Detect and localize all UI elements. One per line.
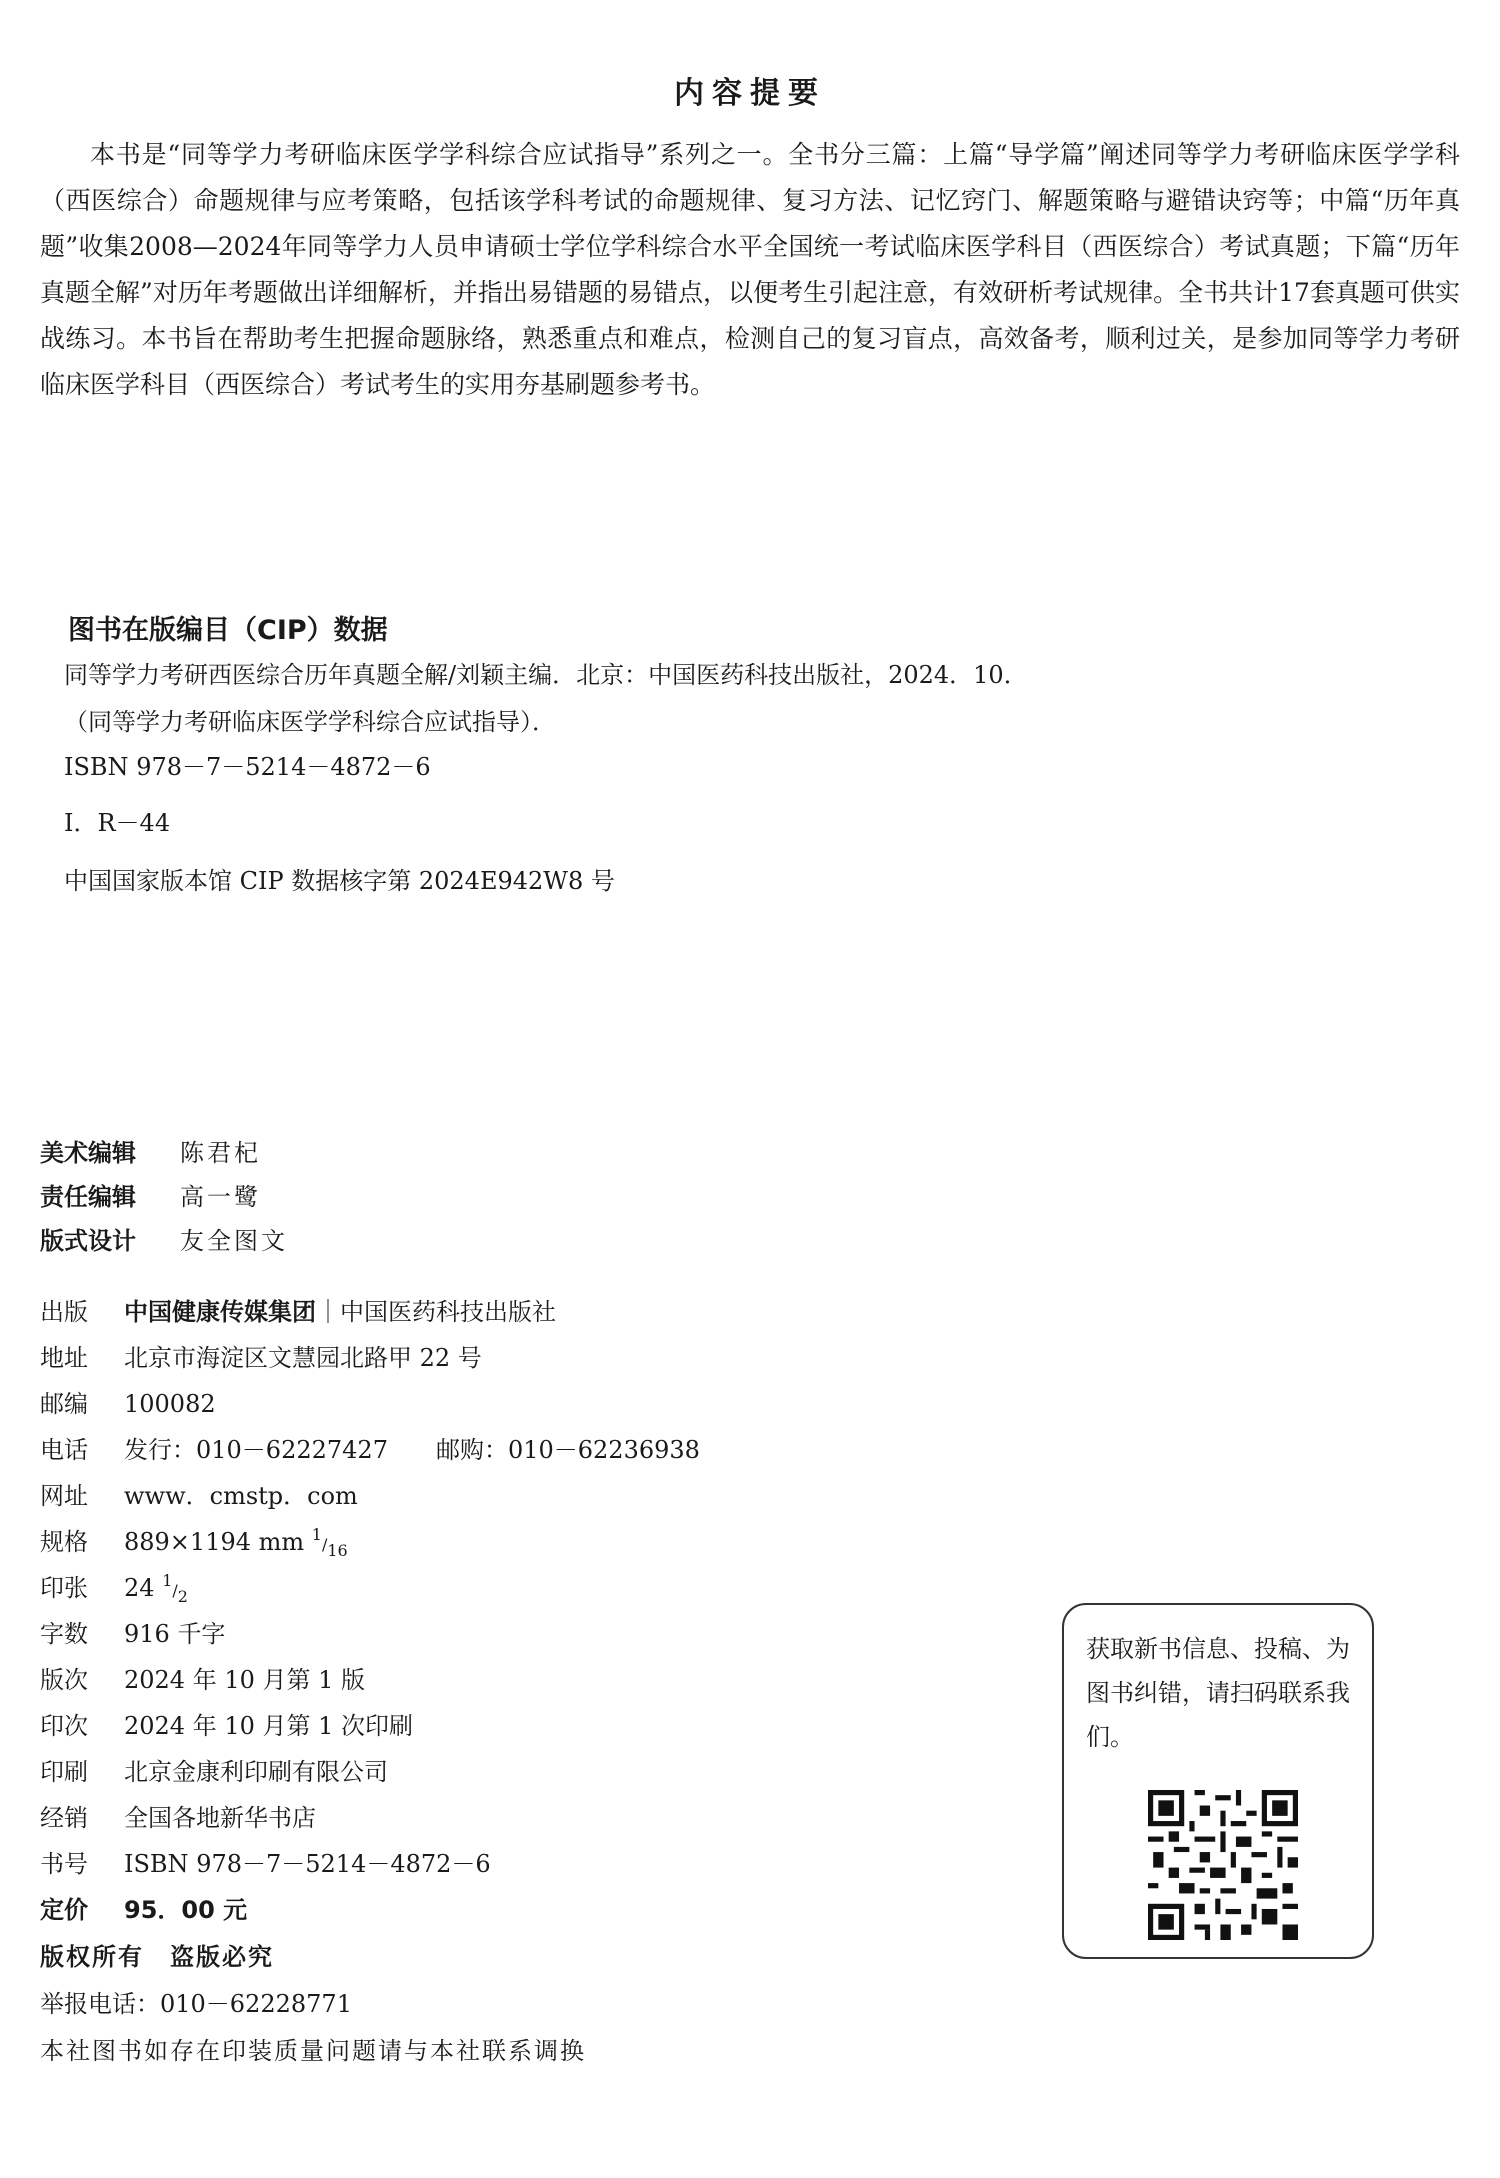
info-value: ISBN 978－7－5214－4872－6 — [124, 1850, 491, 1878]
cip-series-line: （同等学力考研临床医学学科综合应试指导）． — [64, 708, 556, 736]
credit-value: 陈君杞 — [180, 1139, 261, 1167]
info-row-website — [40, 1476, 358, 1511]
cip-heading: 图书在版编目（CIP）数据 — [68, 615, 388, 646]
qr-contact-box — [1062, 1603, 1374, 1959]
info-value: 全国各地新华书店 — [124, 1804, 316, 1832]
info-value: www．cmstp．com — [124, 1482, 358, 1510]
info-row-isbn — [40, 1844, 491, 1879]
info-row-address — [40, 1338, 482, 1373]
info-label: 版次 — [40, 1666, 88, 1694]
credit-row-layout-design — [40, 1221, 288, 1256]
info-label: 印张 — [40, 1574, 88, 1602]
publisher-group: 中国健康传媒集团 — [124, 1298, 316, 1326]
info-label: 邮编 — [40, 1390, 88, 1418]
credit-label: 版式设计 — [40, 1227, 136, 1255]
info-label: 出版 — [40, 1298, 88, 1326]
credit-label: 美术编辑 — [40, 1139, 136, 1167]
cip-isbn-line: ISBN 978－7－5214－4872－6 — [64, 753, 431, 781]
publisher-separator: ｜ — [316, 1298, 340, 1326]
info-row-price — [40, 1890, 247, 1925]
credit-row-responsible-editor — [40, 1177, 261, 1212]
info-label: 字数 — [40, 1620, 88, 1648]
info-value: 发行：010－62227427 邮购：010－62236938 — [124, 1436, 700, 1464]
credit-label: 责任编辑 — [40, 1183, 136, 1211]
info-row-printer — [40, 1752, 388, 1787]
info-value: 889×1194 mm — [124, 1528, 305, 1556]
info-label: 经销 — [40, 1804, 88, 1832]
cip-class-line: Ⅰ．R－44 — [64, 809, 171, 837]
credit-value: 高一鹭 — [180, 1183, 261, 1211]
publisher-name: 中国医药科技出版社 — [340, 1298, 556, 1326]
summary-title: 内容提要 — [674, 76, 826, 111]
info-value: 2024 年 10 月第 1 版 — [124, 1666, 366, 1694]
cip-number-line: 中国国家版本馆 CIP 数据核字第 2024E942W8 号 — [64, 867, 615, 895]
info-row-edition — [40, 1660, 365, 1695]
info-row-printing — [40, 1706, 413, 1741]
report-phone: 举报电话：010－62228771 — [40, 1990, 352, 2018]
sheets-fraction — [162, 1571, 188, 1606]
fraction-slash: / — [321, 1535, 328, 1554]
info-value: 916 千字 — [124, 1620, 226, 1648]
fraction-denominator: 2 — [177, 1587, 188, 1606]
info-label: 网址 — [40, 1482, 88, 1510]
info-value: 北京金康利印刷有限公司 — [124, 1758, 388, 1786]
info-label: 电话 — [40, 1436, 88, 1464]
fraction-denominator: 16 — [327, 1541, 348, 1560]
info-row-phone — [40, 1430, 700, 1465]
info-row-sheets — [40, 1568, 188, 1606]
info-value: 95．00 元 — [124, 1896, 248, 1924]
info-row-postcode — [40, 1384, 216, 1419]
info-row-publisher — [40, 1292, 556, 1327]
credit-row-art-editor — [40, 1133, 261, 1168]
credit-value: 友全图文 — [180, 1227, 288, 1255]
copyright-notice: 版权所有 盗版必究 — [40, 1943, 274, 1971]
info-label: 地址 — [40, 1344, 88, 1372]
qr-caption: 获取新书信息、投稿、为图书纠错，请扫码联系我们。 — [1086, 1635, 1350, 1751]
info-row-words — [40, 1614, 225, 1649]
info-label: 定价 — [40, 1896, 88, 1924]
info-label: 书号 — [40, 1850, 88, 1878]
info-label: 规格 — [40, 1528, 88, 1556]
qr-code-icon[interactable] — [1148, 1790, 1298, 1940]
fraction-numerator: 1 — [162, 1571, 173, 1590]
info-value: 100082 — [124, 1390, 216, 1418]
info-label: 印刷 — [40, 1758, 88, 1786]
summary-body: 本书是“同等学力考研临床医学学科综合应试指导”系列之一。全书分三篇：上篇“导学篇”阐述同等学力考研临床医学学科（西医综合）命题规律与应考策略，包括该学科考试的命题规律、复习方法、记忆窍门、解题策略与避错诀窍等；中篇“历年真题”收集2008—2024年同等学力人员申请硕士学位学科综合水平全国统一考试临床医学科目（西医综合）考试真题；下篇“历年真题全解”对历年考题做出详细解析，并指出易错题的易错点，以便考生引起注意，有效研析考试规律。全书共计17套真题可供实战练习。本书旨在帮助考生把握命题脉络，熟悉重点和难点，检测自己的复习盲点，高效备考，顺利过关，是参加同等学力考研临床医学科目（西医综合）考试考生的实用夯基刷题参考书。 — [40, 140, 1460, 399]
info-value: 24 — [124, 1574, 155, 1602]
info-value: 2024 年 10 月第 1 次印刷 — [124, 1712, 414, 1740]
info-row-format — [40, 1522, 348, 1560]
format-fraction — [311, 1525, 348, 1560]
info-row-distributor — [40, 1798, 316, 1833]
cip-title-line: 同等学力考研西医综合历年真题全解/刘颖主编．北京：中国医药科技出版社，2024．10． — [64, 661, 1028, 689]
quality-notice: 本社图书如存在印装质量问题请与本社联系调换 — [40, 2037, 586, 2065]
fraction-slash: / — [172, 1581, 178, 1600]
fraction-numerator: 1 — [311, 1525, 322, 1544]
info-label: 印次 — [40, 1712, 88, 1740]
info-value: 北京市海淀区文慧园北路甲 22 号 — [124, 1344, 482, 1372]
